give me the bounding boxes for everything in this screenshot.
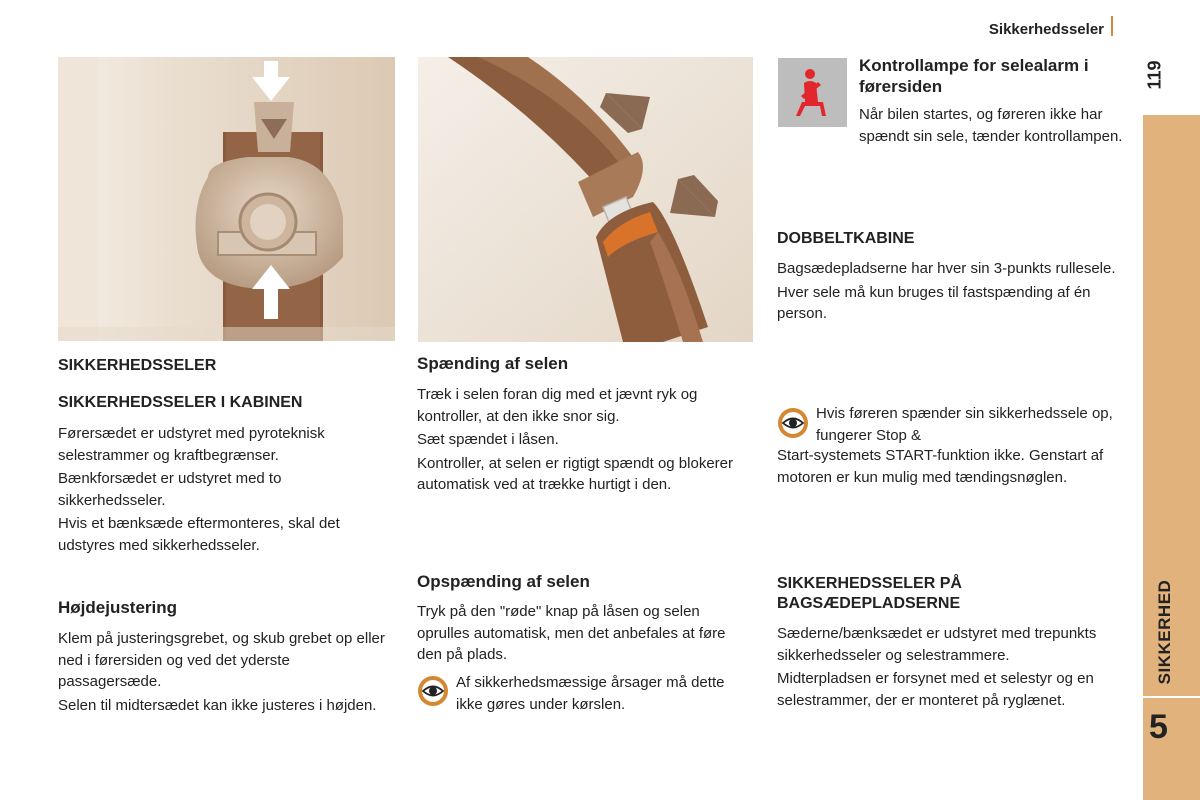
eye-info-icon — [777, 407, 809, 439]
height-adjuster-illustration — [58, 57, 395, 341]
chapter-tab-label — [1145, 574, 1185, 690]
stop-start-note-rest: Start-systemets START-funktion ikke. Genstart af motoren er kun mulig med tændingsnøglen. — [777, 447, 1104, 486]
unfastening-text — [417, 601, 753, 668]
height-adjustment-text — [58, 628, 393, 718]
heading-double-cab: DOBBELTKABINE — [777, 230, 915, 247]
eye-info-icon — [417, 675, 449, 707]
fastening-text — [417, 384, 753, 498]
paragraph: Hver sele må kun bruges til fastspænding af én person. — [777, 283, 1091, 322]
cabin-seatbelts-text — [58, 423, 393, 558]
paragraph: Tryk på den "røde" knap på låsen og selen oprulles automatisk, men det anbefales at føre den på plads. — [417, 603, 726, 663]
page-number — [1140, 58, 1170, 92]
paragraph: Bagsædepladserne har hver sin 3-punkts rullesele. — [777, 260, 1116, 277]
heading-fastening: Spænding af selen — [417, 354, 569, 373]
paragraph: Kontroller, at selen er rigtigt spændt og blokerer automatisk ved at trække hurtigt i den. — [417, 454, 734, 493]
section-title: Sikkerhedsseler — [988, 21, 1104, 38]
heading-seatbelts: SIKKERHEDSSELER — [58, 357, 217, 374]
paragraph: Klem på justeringsgrebet, og skub grebet op eller ned i førersiden og ved det yderste passagersæde. — [58, 630, 385, 690]
paragraph: Sæderne/bænksædet er udstyret med trepunkts sikkerhedsseler og selestrammere. — [777, 625, 1097, 664]
header-divider — [1111, 16, 1113, 36]
rear-seatbelts-text — [777, 623, 1122, 713]
chapter-tab-divider — [1143, 696, 1200, 698]
paragraph: Førersædet er udstyret med pyroteknisk selestrammer og kraftbegrænser. — [58, 425, 325, 464]
paragraph: Sæt spændet i låsen. — [417, 431, 559, 448]
heading-height-adjustment: Højdejustering — [58, 598, 178, 617]
unfastening-safety-note: Af sikkerhedsmæssige årsager må dette ikke gøres under kørslen. — [456, 674, 725, 713]
heading-unfastening: Opspænding af selen — [417, 572, 590, 591]
seatbelt-lamp-text: Når bilen startes, og føreren ikke har spændt sin sele, tænder kontrollampen. — [859, 106, 1123, 145]
double-cab-text — [777, 258, 1117, 327]
chapter-number: 5 — [1149, 708, 1168, 746]
stop-start-note-start: Hvis føreren spænder sin sikkerhedssele op, fungerer Stop & — [816, 405, 1113, 444]
paragraph: Midterpladsen er forsynet med et selestyr og en selestrammer, der er monteret på ryglænet. — [777, 670, 1094, 709]
page-number-text: 119 — [1144, 60, 1165, 90]
heading-cabin-seatbelts: SIKKERHEDSSELER I KABINEN — [58, 394, 303, 411]
paragraph: Hvis et bænksæde eftermonteres, skal det udstyres med sikkerhedsseler. — [58, 515, 340, 554]
paragraph: Selen til midtersædet kan ikke justeres i højden. — [58, 696, 377, 714]
buckle-fastening-illustration — [418, 57, 753, 342]
heading-seatbelt-lamp: Kontrollampe for selealarm i førersiden — [859, 56, 1089, 96]
seatbelt-warning-lamp-icon — [778, 58, 847, 127]
heading-rear-seatbelts: SIKKERHEDSSELER PÅ BAGSÆDEPLADSERNE — [777, 575, 962, 612]
paragraph: Bænkforsædet er udstyret med to sikkerhedsseler. — [58, 470, 282, 509]
chapter-tab-label-text: SIKKERHED — [1155, 579, 1174, 685]
paragraph: Træk i selen foran dig med et jævnt ryk og kontroller, at den ikke snor sig. — [417, 386, 698, 425]
